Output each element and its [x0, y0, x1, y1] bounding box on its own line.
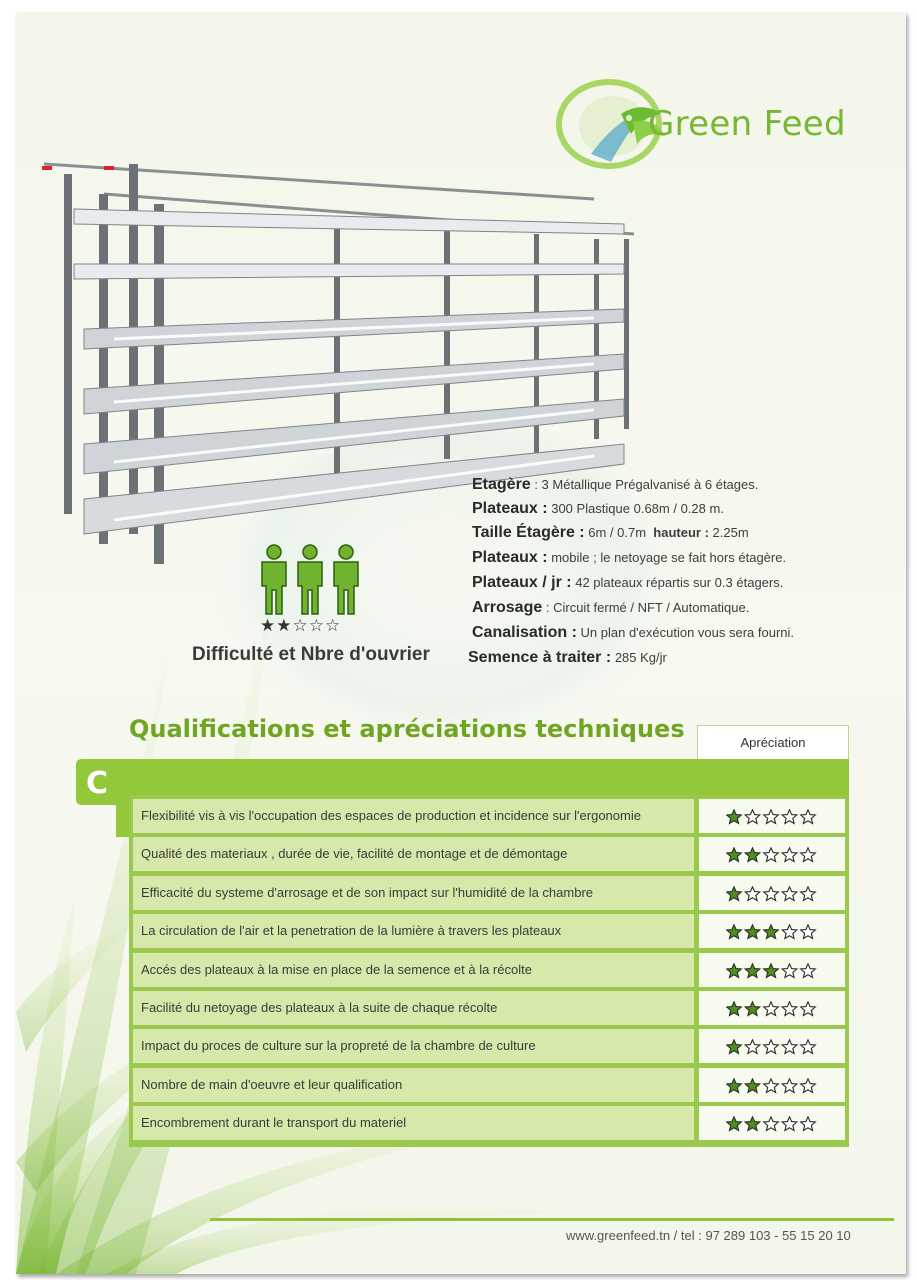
star-filled-icon	[727, 1040, 742, 1054]
star-empty-icon	[782, 1117, 797, 1131]
star-empty-icon	[801, 887, 816, 901]
star-empty-icon	[764, 1117, 779, 1131]
rating-stars	[699, 1068, 845, 1102]
star-empty-icon	[782, 848, 797, 862]
star-filled-icon	[727, 1079, 742, 1093]
star-empty-icon	[764, 887, 779, 901]
criterion-label: Flexibilité vis à vis l'occupation des espaces de production et incidence sur l'ergonomie	[133, 799, 694, 833]
spec-line: Canalisation : Un plan d'exécution vous sera fourni.	[472, 624, 795, 641]
footer-divider	[210, 1218, 894, 1221]
star-empty-icon	[801, 925, 816, 939]
star-empty-icon	[801, 1002, 816, 1016]
star-filled-icon	[745, 1079, 760, 1093]
spec-line: Plateaux : 300 Plastique 0.68m / 0.28 m.	[472, 500, 724, 517]
star-filled-icon	[764, 963, 779, 977]
spec-line: Semence à traiter : 285 Kg/jr	[468, 649, 667, 666]
star-empty-icon	[782, 1002, 797, 1016]
star-empty-icon	[801, 1040, 816, 1054]
star-empty-icon	[782, 1079, 797, 1093]
ratings-table	[129, 795, 849, 1147]
rating-stars	[699, 1029, 845, 1063]
star-filled-icon	[745, 1117, 760, 1131]
difficulty-stars: ★★☆☆☆	[260, 616, 342, 635]
star-empty-icon	[782, 887, 797, 901]
rating-stars	[699, 953, 845, 987]
criterion-label: Accés des plateaux à la mise en place de la semence et à la récolte	[133, 953, 694, 987]
star-empty-icon	[745, 887, 760, 901]
star-empty-icon	[764, 1079, 779, 1093]
spec-line: Arrosage : Circuit fermé / NFT / Automatique.	[472, 599, 750, 616]
star-filled-icon	[745, 925, 760, 939]
criterion-label: Nombre de main d'oeuvre et leur qualification	[133, 1068, 694, 1102]
criterion-label: Impact du proces de culture sur la propreté de la chambre de culture	[133, 1029, 694, 1063]
footer-contact: www.greenfeed.tn / tel : 97 289 103 - 55 15 20 10	[566, 1228, 851, 1243]
section-header-bar	[129, 759, 849, 795]
rating-stars	[699, 876, 845, 910]
spec-line: Plateaux / jr : 42 plateaux répartis sur 0.3 étagers.	[472, 574, 784, 591]
workers-icon	[256, 544, 368, 616]
star-filled-icon	[764, 925, 779, 939]
star-empty-icon	[745, 1040, 760, 1054]
star-filled-icon	[727, 1002, 742, 1016]
star-filled-icon	[745, 848, 760, 862]
criterion-label: Facilité du netoyage des plateaux à la suite de chaque récolte	[133, 991, 694, 1025]
star-filled-icon	[727, 963, 742, 977]
section-letter: C	[86, 766, 109, 801]
star-empty-icon	[782, 1040, 797, 1054]
star-empty-icon	[801, 810, 816, 824]
criterion-label: Encombrement durant le transport du materiel	[133, 1106, 694, 1140]
rating-stars	[699, 799, 845, 833]
rating-column-header: Apréciation	[697, 725, 849, 760]
star-empty-icon	[801, 963, 816, 977]
criterion-label: Efficacité du systeme d'arrosage et de son impact sur l'humidité de la chambre	[133, 876, 694, 910]
criterion-label: Qualité des materiaux , durée de vie, facilité de montage et de démontage	[133, 837, 694, 871]
star-empty-icon	[764, 848, 779, 862]
spec-line: Etagère : 3 Métallique Prégalvanisé à 6 étages.	[472, 476, 759, 493]
star-empty-icon	[782, 963, 797, 977]
difficulty-label: Difficulté et Nbre d'ouvrier	[192, 644, 430, 665]
star-filled-icon	[727, 848, 742, 862]
star-empty-icon	[801, 1117, 816, 1131]
star-empty-icon	[764, 810, 779, 824]
rating-stars	[699, 991, 845, 1025]
section-title: Qualifications et apréciations techniques	[129, 715, 685, 743]
rating-stars	[699, 914, 845, 948]
star-empty-icon	[782, 925, 797, 939]
rating-stars	[699, 1106, 845, 1140]
star-filled-icon	[727, 887, 742, 901]
star-empty-icon	[764, 1002, 779, 1016]
star-empty-icon	[801, 848, 816, 862]
rating-stars	[699, 837, 845, 871]
star-filled-icon	[727, 925, 742, 939]
star-filled-icon	[745, 963, 760, 977]
star-filled-icon	[745, 1002, 760, 1016]
star-filled-icon	[727, 1117, 742, 1131]
star-filled-icon	[727, 810, 742, 824]
spec-line: Plateaux : mobile ; le netoyage se fait hors étagère.	[472, 549, 787, 566]
brochure-page	[16, 12, 906, 1274]
star-empty-icon	[801, 1079, 816, 1093]
brand-name: Green Feed	[648, 104, 846, 144]
star-empty-icon	[764, 1040, 779, 1054]
spec-line: Taille Étagère : 6m / 0.7m hauteur : 2.25m	[472, 524, 749, 541]
criterion-label: La circulation de l'air et la penetration de la lumière à travers les plateaux	[133, 914, 694, 948]
star-empty-icon	[745, 810, 760, 824]
star-empty-icon	[782, 810, 797, 824]
